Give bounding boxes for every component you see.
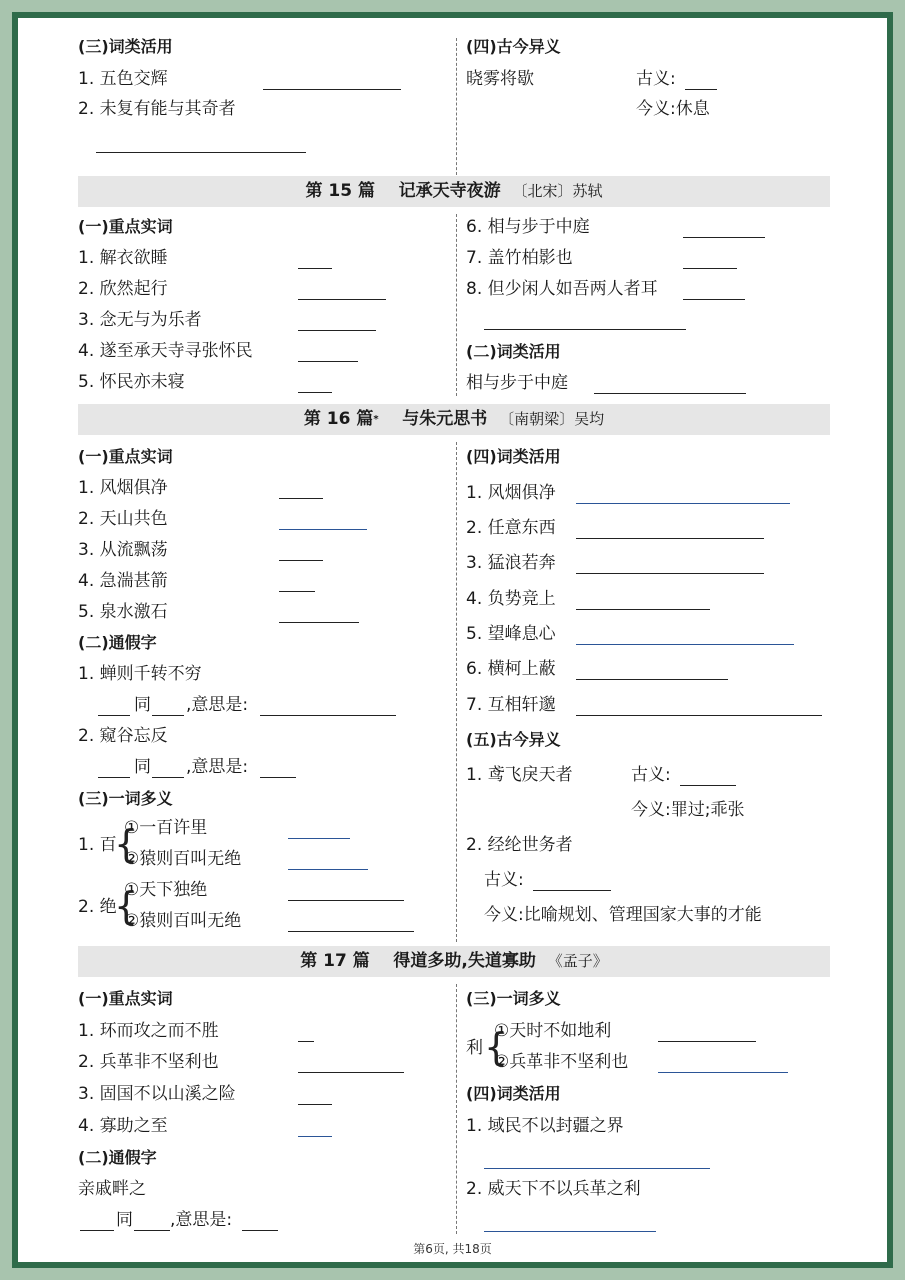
column-divider (456, 38, 457, 180)
section-heading: (三)一词多义 (78, 789, 173, 808)
list-item: 4. 寡助之至 (78, 1116, 168, 1136)
list-item: 2. 未复有能与其奇者 (78, 99, 236, 119)
answer-blank[interactable] (98, 715, 130, 716)
list-item: 1. 解衣欲睡 (78, 248, 168, 268)
list-item: ②猿则百叫无绝 (124, 849, 242, 869)
answer-blank[interactable] (685, 89, 717, 90)
list-item: ①一百许里 (124, 818, 208, 838)
answer-blank[interactable] (484, 1168, 710, 1169)
section-heading: (五)古今异义 (466, 730, 561, 749)
answer-blank[interactable] (263, 89, 401, 90)
article-author: 〔北宋〕苏轼 (512, 182, 603, 200)
list-item: 1. 风烟俱净 (466, 483, 556, 503)
answer-blank[interactable] (298, 268, 332, 269)
answer-blank[interactable] (298, 1072, 404, 1073)
answer-blank[interactable] (298, 1041, 314, 1042)
article-author: 《孟子》 (547, 952, 608, 970)
answer-blank[interactable] (576, 538, 764, 539)
section-heading: (四)词类活用 (466, 1084, 561, 1103)
list-item: ②兵革非不坚利也 (494, 1052, 629, 1072)
polysemy-word: 利 (466, 1038, 483, 1058)
list-item: 2. 兵革非不坚利也 (78, 1052, 219, 1072)
list-item: 晓雾将歇 (466, 69, 534, 89)
list-item: 3. 从流飘荡 (78, 540, 168, 560)
answer-blank[interactable] (576, 573, 764, 574)
answer-blank[interactable] (298, 299, 386, 300)
answer-blank[interactable] (288, 900, 404, 901)
answer-blank[interactable] (298, 330, 376, 331)
list-item: 2. 威天下不以兵革之利 (466, 1179, 641, 1199)
list-item: 1. 蝉则千转不穷 (78, 664, 202, 684)
modern-meaning: 今义:比喻规划、管理国家大事的才能 (484, 905, 762, 925)
ancient-meaning-label: 古义: (636, 69, 676, 89)
brace-icon: { (114, 884, 139, 928)
answer-blank[interactable] (298, 392, 332, 393)
column-divider (456, 984, 457, 1234)
answer-blank[interactable] (242, 1230, 278, 1231)
section-heading: (一)重点实词 (78, 989, 173, 1008)
column-divider (456, 442, 457, 942)
answer-blank[interactable] (279, 560, 323, 561)
list-item: 5. 望峰息心 (466, 624, 556, 644)
answer-blank[interactable] (288, 931, 414, 932)
answer-blank[interactable] (576, 609, 710, 610)
answer-blank[interactable] (594, 393, 746, 394)
list-item: 8. 但少闲人如吾两人者耳 (466, 279, 658, 299)
list-item: ①天下独绝 (124, 880, 208, 900)
meaning-label: ,意思是: (186, 757, 249, 777)
list-item: 2. 欣然起行 (78, 279, 168, 299)
list-item: 1. 域民不以封疆之界 (466, 1116, 624, 1136)
answer-blank[interactable] (683, 237, 765, 238)
list-item: 5. 泉水激石 (78, 602, 168, 622)
list-item: 4. 负势竞上 (466, 589, 556, 609)
same-as-label: 同 (116, 1210, 133, 1230)
answer-blank[interactable] (658, 1041, 756, 1042)
list-item: 1. 五色交辉 (78, 69, 168, 89)
list-item: 6. 相与步于中庭 (466, 217, 590, 237)
article-title: 得道多助,失道寡助 (393, 951, 536, 971)
section-heading: (四)古今异义 (466, 37, 561, 56)
answer-blank[interactable] (80, 1230, 114, 1231)
answer-blank[interactable] (134, 1230, 170, 1231)
article-number: 第 16 篇 (303, 409, 374, 429)
meaning-label: ,意思是: (186, 695, 249, 715)
answer-blank[interactable] (298, 1104, 332, 1105)
modern-meaning: 今义:罪过;乖张 (631, 800, 745, 820)
list-item: 2. 天山共色 (78, 509, 168, 529)
brace-icon: { (484, 1025, 509, 1069)
list-item: 7. 盖竹柏影也 (466, 248, 573, 268)
section-heading: (四)词类活用 (466, 447, 561, 466)
article-star: * (373, 414, 379, 425)
article-number: 第 17 篇 (300, 951, 370, 971)
article-title: 记承天寺夜游 (398, 181, 501, 201)
same-as-label: 同 (134, 695, 151, 715)
ancient-meaning-label: 古义: (631, 765, 671, 785)
answer-blank[interactable] (260, 715, 396, 716)
answer-blank[interactable] (683, 299, 745, 300)
polysemy-word: 2. 绝 (78, 897, 117, 917)
same-as-label: 同 (134, 757, 151, 777)
answer-blank[interactable] (279, 591, 315, 592)
answer-blank[interactable] (98, 777, 130, 778)
answer-blank[interactable] (96, 152, 306, 153)
meaning-label: ,意思是: (170, 1210, 233, 1230)
article-author: 〔南朝梁〕吴均 (499, 410, 605, 428)
answer-blank[interactable] (298, 1136, 332, 1137)
list-item: 2. 窥谷忘反 (78, 726, 168, 746)
article-banner (78, 946, 830, 977)
article-banner (78, 404, 830, 435)
modern-meaning: 今义:休息 (636, 99, 710, 119)
answer-blank[interactable] (484, 1231, 656, 1232)
section-heading: (三)一词多义 (466, 989, 561, 1008)
worksheet-page (18, 18, 887, 1262)
section-heading: (一)重点实词 (78, 447, 173, 466)
list-item: ②猿则百叫无绝 (124, 911, 242, 931)
answer-blank[interactable] (576, 503, 790, 504)
answer-blank[interactable] (680, 785, 736, 786)
list-item: 3. 猛浪若奔 (466, 553, 556, 573)
list-item: 亲戚畔之 (78, 1179, 146, 1199)
answer-blank[interactable] (279, 622, 359, 623)
list-item: 7. 互相轩邈 (466, 695, 556, 715)
list-item: ①天时不如地利 (494, 1021, 612, 1041)
article-banner (78, 176, 830, 207)
list-item: 相与步于中庭 (466, 373, 568, 393)
list-item: 1. 环而攻之而不胜 (78, 1021, 219, 1041)
section-heading: (一)重点实词 (78, 217, 173, 236)
polysemy-word: 1. 百 (78, 835, 117, 855)
list-item: 2. 任意东西 (466, 518, 556, 538)
list-item: 3. 固国不以山溪之险 (78, 1084, 236, 1104)
answer-blank[interactable] (683, 268, 737, 269)
section-heading: (二)通假字 (78, 1148, 157, 1167)
section-heading: (三)词类活用 (78, 37, 173, 56)
list-item: 6. 横柯上蔽 (466, 659, 556, 679)
page-number: 第6页, 共18页 (413, 1242, 492, 1256)
answer-blank[interactable] (279, 529, 367, 530)
answer-blank[interactable] (288, 869, 368, 870)
answer-blank[interactable] (576, 644, 794, 645)
answer-blank[interactable] (533, 890, 611, 891)
list-item: 5. 怀民亦未寝 (78, 372, 185, 392)
column-divider (456, 214, 457, 396)
section-heading: (二)通假字 (78, 633, 157, 652)
answer-blank[interactable] (576, 679, 728, 680)
answer-blank[interactable] (260, 777, 296, 778)
answer-blank[interactable] (152, 777, 184, 778)
list-item: 2. 经纶世务者 (466, 835, 573, 855)
list-item: 1. 风烟俱净 (78, 478, 168, 498)
list-item: 1. 鸢飞戾天者 (466, 765, 573, 785)
answer-blank[interactable] (279, 498, 323, 499)
answer-blank[interactable] (576, 715, 822, 716)
section-heading: (二)词类活用 (466, 342, 561, 361)
list-item: 3. 念无与为乐者 (78, 310, 202, 330)
answer-blank[interactable] (658, 1072, 788, 1073)
list-item: 4. 急湍甚箭 (78, 571, 168, 591)
list-item: 4. 遂至承天寺寻张怀民 (78, 341, 253, 361)
article-number: 第 15 篇 (305, 181, 375, 201)
answer-blank[interactable] (298, 361, 358, 362)
article-title: 与朱元思书 (402, 409, 488, 429)
brace-icon: { (114, 822, 139, 866)
answer-blank[interactable] (484, 329, 686, 330)
ancient-meaning-label: 古义: (484, 870, 524, 890)
answer-blank[interactable] (288, 838, 350, 839)
answer-blank[interactable] (152, 715, 184, 716)
